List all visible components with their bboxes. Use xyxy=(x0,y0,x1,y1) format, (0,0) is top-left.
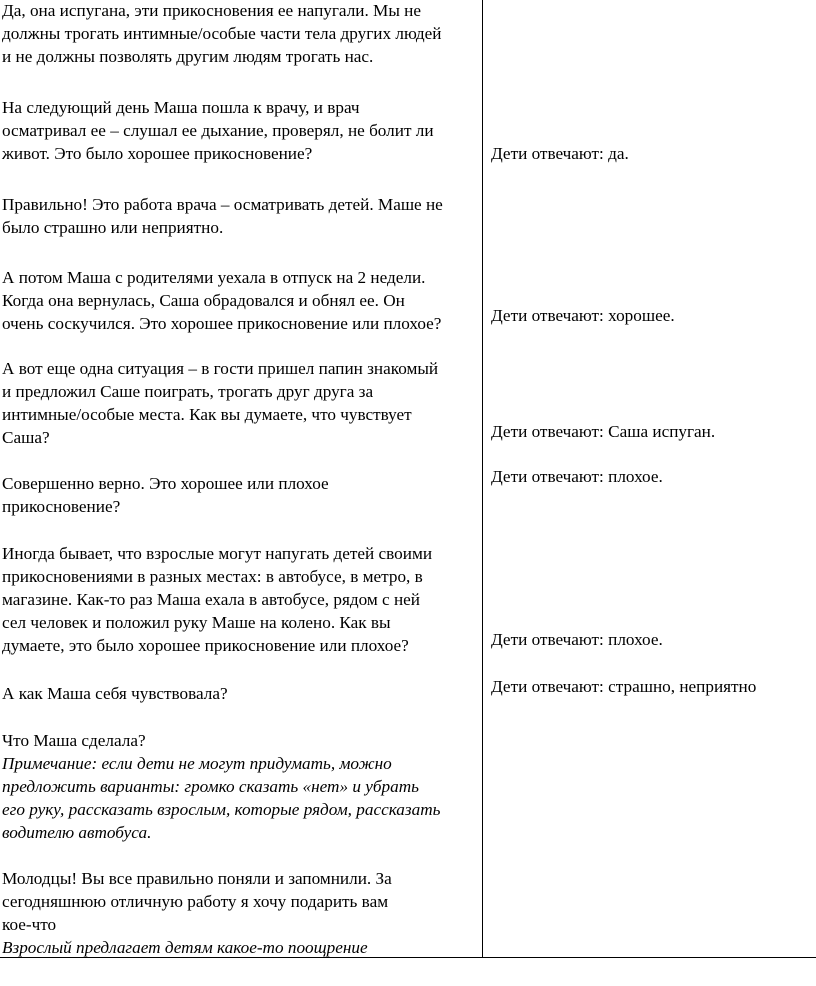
left-line: А вот еще одна ситуация – в гости пришел папин знакомый xyxy=(2,359,439,378)
left-line: Совершенно верно. Это хорошее или плохое xyxy=(2,474,329,493)
left-line: живот. Это было хорошее прикосновение? xyxy=(2,144,313,163)
left-line: осматривал ее – слушал ее дыхание, проверял, не болит ли xyxy=(2,121,434,140)
left-line: Иногда бывает, что взрослые могут напугать детей своими xyxy=(2,544,433,563)
left-line: А потом Маша с родителями уехала в отпуск на 2 недели. xyxy=(2,268,426,287)
answer-line: Дети отвечают: Саша испуган. xyxy=(491,422,716,441)
note-line: предложить варианты: громко сказать «нет» и убрать xyxy=(2,777,419,796)
left-line: интимные/особые места. Как вы думаете, что чувствует xyxy=(2,405,412,424)
answer-line: Дети отвечают: страшно, неприятно xyxy=(491,677,757,696)
left-line: А как Маша себя чувствовала? xyxy=(2,684,228,703)
left-line: прикосновениями в разных местах: в автобусе, в метро, в xyxy=(2,567,423,586)
left-line: Что Маша сделала? xyxy=(2,731,146,750)
left-line: Правильно! Это работа врача – осматривать детей. Маше не xyxy=(2,195,443,214)
answer-line: Дети отвечают: плохое. xyxy=(491,467,663,486)
left-line: Да, она испугана, эти прикосновения ее напугали. Мы не xyxy=(2,1,422,20)
answer-line: Дети отвечают: да. xyxy=(491,144,629,163)
left-line: На следующий день Маша пошла к врачу, и врач xyxy=(2,98,360,117)
left-line: должны трогать интимные/особые части тела других людей xyxy=(2,24,442,43)
note-line: водителю автобуса. xyxy=(2,823,152,842)
left-line: сел человек и положил руку Маше на колено. Как вы xyxy=(2,613,391,632)
answer-line: Дети отвечают: плохое. xyxy=(491,630,663,649)
note-line: Взрослый предлагает детям какое-то поощрение xyxy=(2,938,368,957)
left-line: и предложил Саше поиграть, трогать друг друга за xyxy=(2,382,374,401)
column-divider xyxy=(482,0,483,958)
note-line: его руку, рассказать взрослым, которые рядом, рассказать xyxy=(2,800,441,819)
left-line: прикосновение? xyxy=(2,497,121,516)
note-line: Примечание: если дети не могут придумать, можно xyxy=(2,754,392,773)
left-line: магазине. Как-то раз Маша ехала в автобусе, рядом с ней xyxy=(2,590,421,609)
left-line: было страшно или неприятно. xyxy=(2,218,224,237)
left-line: кое-что xyxy=(2,915,57,934)
left-line: сегодняшнюю отличную работу я хочу подарить вам xyxy=(2,892,389,911)
left-line: Молодцы! Вы все правильно поняли и запомнили. За xyxy=(2,869,392,888)
left-line: Саша? xyxy=(2,428,50,447)
left-line: и не должны позволять другим людям трогать нас. xyxy=(2,47,374,66)
left-line: думаете, это было хорошее прикосновение или плохое? xyxy=(2,636,409,655)
left-line: Когда она вернулась, Саша обрадовался и обнял ее. Он xyxy=(2,291,405,310)
left-line: очень соскучился. Это хорошее прикосновение или плохое? xyxy=(2,314,442,333)
answer-line: Дети отвечают: хорошее. xyxy=(491,306,675,325)
